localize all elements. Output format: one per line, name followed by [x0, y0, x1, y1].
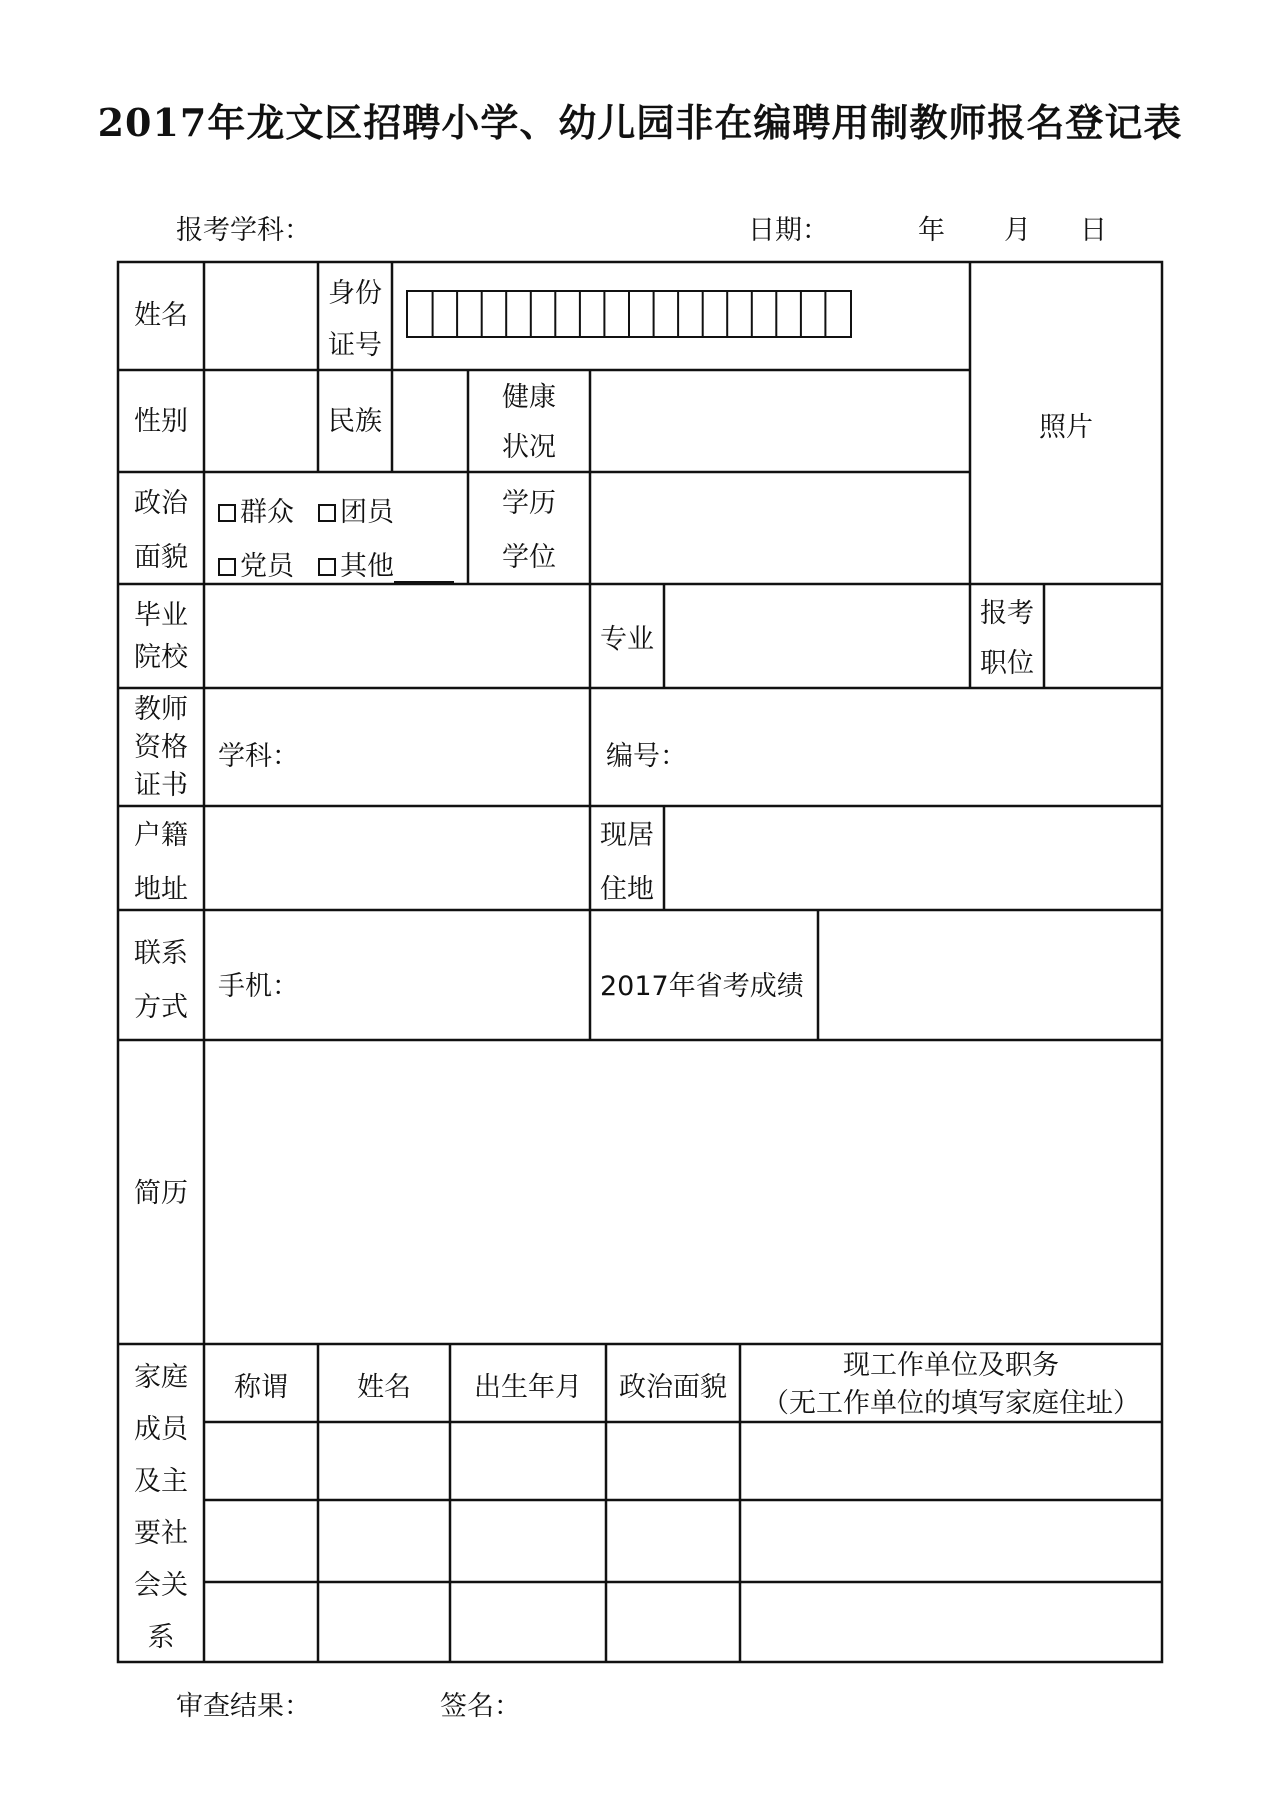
family-header-work-line1: 现工作单位及职务 [843, 1350, 1059, 1381]
option-masses[interactable] [218, 490, 294, 529]
family-header-relation: 称谓 [234, 1372, 288, 1403]
school-label-line1: 毕业 [134, 600, 188, 631]
position-label-line1: 报考 [980, 598, 1034, 629]
cert-label-line1: 教师 [134, 694, 188, 725]
family-label-line4: 要社 [134, 1518, 188, 1549]
position-field[interactable] [1046, 586, 1160, 686]
gender-field[interactable] [206, 372, 316, 470]
other-blank[interactable] [394, 557, 454, 583]
major-label: 专业 [600, 624, 654, 655]
checkbox-league[interactable] [318, 504, 336, 522]
name-label: 姓名 [134, 300, 188, 331]
id-label-line2: 证号 [328, 330, 382, 361]
option-masses-label: 群众 [240, 497, 294, 528]
date-month: 月 [1004, 215, 1031, 246]
gender-label: 性别 [134, 406, 188, 437]
form-title: 2017年龙文区招聘小学、幼儿园非在编聘用制教师报名登记表 [97, 100, 1183, 145]
hukou-field[interactable] [206, 808, 588, 908]
politics-label-line1: 政治 [134, 488, 188, 519]
id-number-boxes[interactable] [406, 290, 852, 338]
residence-label-line2: 住地 [600, 874, 654, 905]
major-field[interactable] [666, 586, 968, 686]
hukou-label-line1: 户籍 [134, 820, 188, 851]
option-party[interactable] [218, 544, 294, 583]
education-field[interactable] [592, 474, 968, 582]
family-header-birth: 出生年月 [474, 1372, 582, 1403]
education-label-line1: 学历 [502, 488, 556, 519]
residence-field[interactable] [666, 808, 1160, 908]
cert-subject-label: 学科： [218, 741, 299, 772]
contact-label-line1: 联系 [134, 938, 188, 969]
family-header-name: 姓名 [357, 1372, 411, 1403]
date-label: 日期： [748, 215, 829, 246]
date-year: 年 [918, 215, 945, 246]
review-result-label: 审查结果： [176, 1691, 311, 1722]
exam-score-field[interactable] [820, 912, 1160, 1038]
family-header-work-line2: （无工作单位的填写家庭住址） [762, 1388, 1140, 1419]
subject-label: 报考学科： [176, 215, 311, 246]
politics-label-line2: 面貌 [134, 542, 188, 573]
option-other-label: 其他 [340, 551, 394, 582]
date-day: 日 [1080, 215, 1107, 246]
exam-score-label: 2017年省考成绩 [600, 971, 804, 1002]
cert-number-label: 编号： [606, 741, 687, 772]
education-label-line2: 学位 [502, 542, 556, 573]
health-label-line1: 健康 [502, 382, 556, 413]
family-label-line6: 系 [147, 1622, 175, 1653]
id-number-dividers [408, 292, 850, 336]
checkbox-other[interactable] [318, 558, 336, 576]
contact-label-line2: 方式 [134, 992, 188, 1023]
checkbox-masses[interactable] [218, 504, 236, 522]
family-row[interactable] [206, 1502, 1160, 1580]
photo-box[interactable] [972, 264, 1160, 582]
option-league-label: 团员 [340, 497, 394, 528]
family-header-politics: 政治面貌 [619, 1372, 727, 1403]
option-other[interactable] [318, 544, 454, 583]
family-label-line5: 会关 [134, 1570, 188, 1601]
mobile-label: 手机： [218, 971, 299, 1002]
family-label-line2: 成员 [134, 1414, 188, 1445]
health-label-line2: 状况 [502, 432, 556, 463]
option-league[interactable] [318, 490, 394, 529]
position-label-line2: 职位 [980, 648, 1034, 679]
family-row[interactable] [206, 1424, 1160, 1498]
ethnicity-label: 民族 [328, 406, 382, 437]
health-field[interactable] [592, 372, 968, 470]
resume-field[interactable] [206, 1042, 1160, 1342]
school-field[interactable] [206, 586, 588, 686]
hukou-label-line2: 地址 [134, 874, 188, 905]
family-label-line1: 家庭 [134, 1362, 188, 1393]
resume-label: 简历 [134, 1178, 188, 1209]
cert-label-line2: 资格 [134, 732, 188, 763]
cert-label-line3: 证书 [134, 770, 188, 801]
school-label-line2: 院校 [134, 642, 188, 673]
residence-label-line1: 现居 [600, 820, 654, 851]
option-party-label: 党员 [240, 551, 294, 582]
id-label-line1: 身份 [328, 278, 382, 309]
family-row[interactable] [206, 1584, 1160, 1660]
signature-label: 签名： [440, 1691, 521, 1722]
checkbox-party[interactable] [218, 558, 236, 576]
family-label-line3: 及主 [134, 1466, 188, 1497]
name-field[interactable] [206, 264, 316, 368]
photo-label: 照片 [1039, 412, 1093, 443]
ethnicity-field[interactable] [394, 372, 466, 470]
